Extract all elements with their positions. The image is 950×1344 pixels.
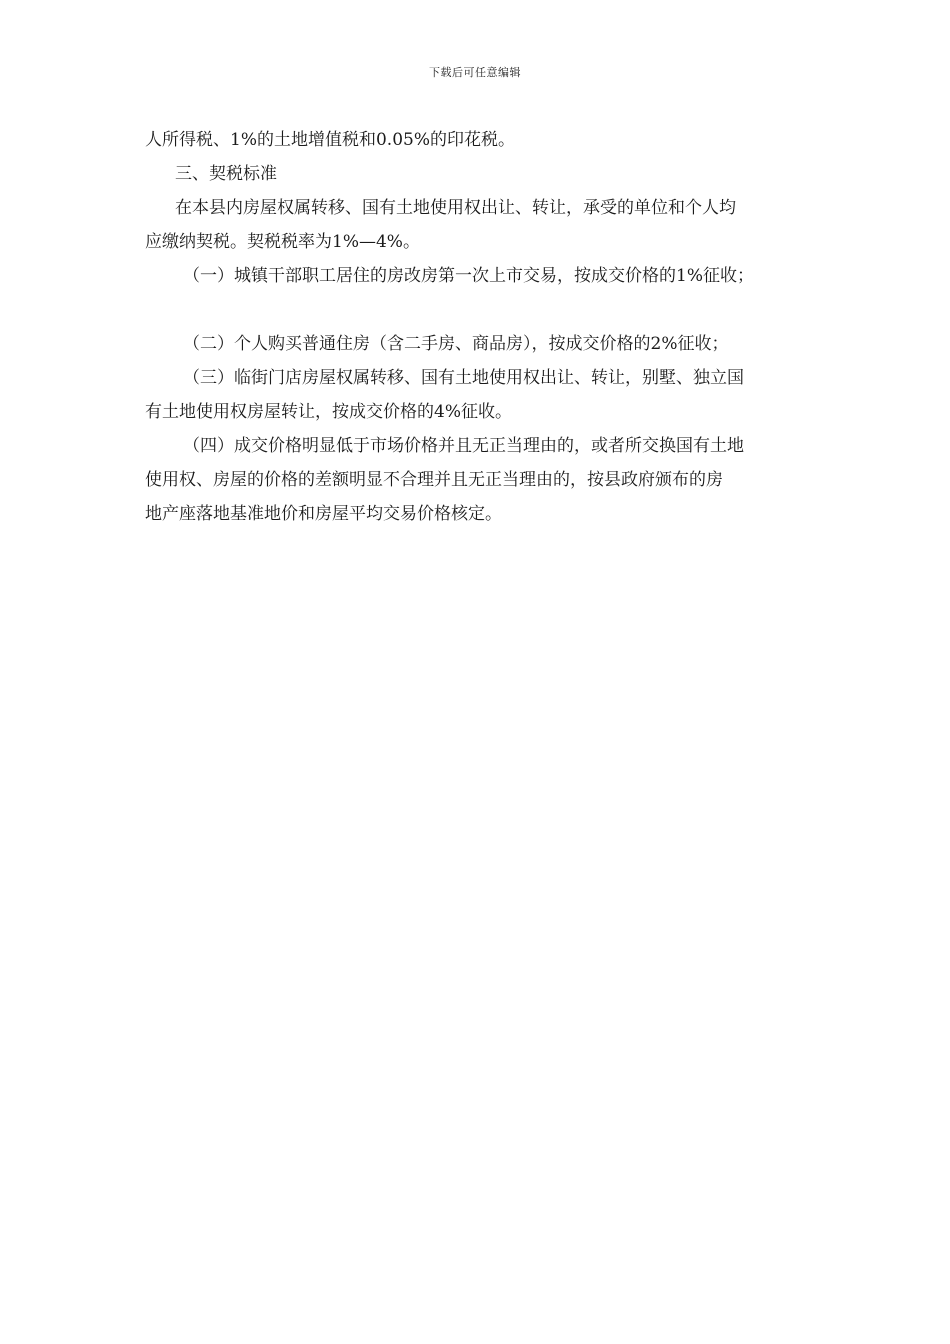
item-four-line-1: （四）成交价格明显低于市场价格并且无正当理由的，或者所交换国有土地 [183, 436, 744, 456]
item-three-line-2: 有土地使用权房屋转让，按成交价格的4%征收。 [145, 402, 512, 422]
section-heading-deed-tax: 三、契税标准 [175, 164, 277, 184]
blank-line [145, 293, 810, 327]
item-one: （一）城镇干部职工居住的房改房第一次上市交易，按成交价格的1%征收； [183, 266, 754, 286]
item-two: （二）个人购买普通住房（含二手房、商品房），按成交价格的2%征收； [183, 334, 729, 354]
item-four-line-2: 使用权、房屋的价格的差额明显不合理并且无正当理由的，按县政府颁布的房 [145, 470, 723, 490]
document-body [145, 123, 810, 531]
paragraph-tax-continuation: 人所得税、1%的土地增值税和0.05%的印花税。 [145, 130, 515, 150]
paragraph-deed-tax-line-1: 在本县内房屋权属转移、国有土地使用权出让、转让，承受的单位和个人均 [175, 198, 736, 218]
page-header: 下载后可任意编辑 [429, 66, 521, 79]
item-three-line-1: （三）临街门店房屋权属转移、国有土地使用权出让、转让，别墅、独立国 [183, 368, 744, 388]
item-four-line-3: 地产座落地基准地价和房屋平均交易价格核定。 [145, 504, 502, 524]
paragraph-deed-tax-line-2: 应缴纳契税。契税税率为1%—4%。 [145, 232, 420, 252]
